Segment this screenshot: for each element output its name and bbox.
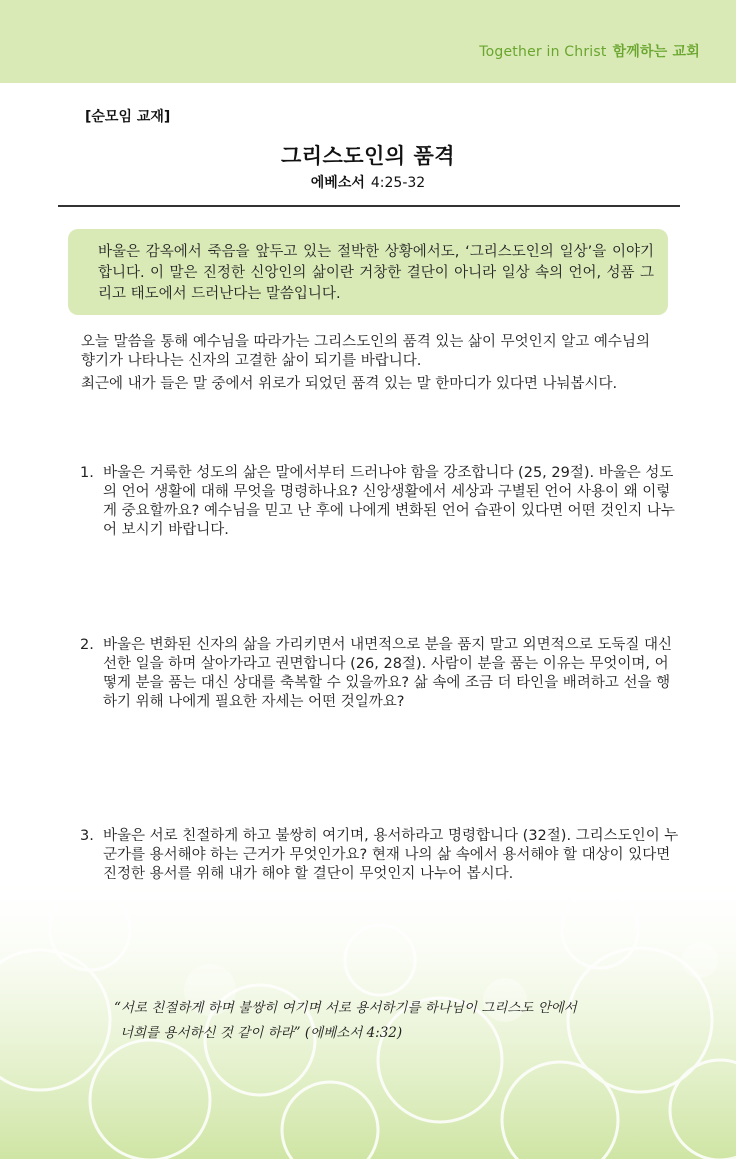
intro-section: [81, 333, 661, 398]
question-number: 3.: [80, 828, 94, 844]
question-2: [80, 636, 680, 712]
page-title: 그리스도인의 품격: [280, 144, 456, 168]
brand-korean: 함께하는 교회: [612, 44, 700, 60]
summary-box: [68, 229, 668, 315]
material-tag: [순모임 교재]: [85, 109, 171, 125]
question-number: 2.: [80, 637, 94, 653]
question-text: 바울은 서로 친절하게 하고 불쌍히 여기며, 용서하라고 명령합니다 (32절). 그리스도인이 누군가를 용서해야 하는 근거가 무엇인가요? 현재 나의 삶 속에서 용서해야 할 대상이 있다면: [103, 828, 679, 863]
question-text: 바울은 거룩한 성도의 삶은 말에서부터 드러나야 함을 강조합니다 (25, 29절). 바울은 성도의 언어 생활에 대해 무엇을 명령하나요? 신앙생활에서 세상과 구별된 언어 사용이 왜 이렇게 중요할까요? 예수님을 믿고 난 후에 나에게 변화된 언어 습관이 있다면 어떤 것인지 나누어 보시기 바랍니다.: [103, 465, 675, 538]
scripture-reference: [0, 172, 736, 192]
scripture-verses: 4:25-32: [370, 175, 426, 191]
question-1: [80, 464, 680, 540]
church-brand: [479, 41, 700, 61]
brand-english: Together in Christ: [479, 44, 607, 60]
memory-verse-line-1: “서로 친절하게 하며 불쌍히 여기며 서로 용서하기를 하나님이 그리스도 안에서: [114, 1000, 577, 1016]
intro-paragraph-2: 최근에 내가 들은 말 중에서 위로가 되었던 품격 있는 말 한마디가 있다면 나눠봅시다.: [81, 376, 618, 392]
memory-verse-line-2: 너희를 용서하신 것 같이 하라” (에베소서 4:32): [120, 1025, 403, 1041]
scripture-book: 에베소서: [310, 175, 365, 191]
summary-text: 바울은 감옥에서 죽음을 앞두고 있는 절박한 상황에서도, ‘그리스도인의 일상’을 이야기합니다. 이 말은 진정한 신앙인의 삶이란 거창한 결단이 아니라 일상 속의 언어, 성품 그리고 태도에서 드러난다는 말씀입니다.: [98, 244, 654, 302]
question-text: 바울은 변화된 신자의 삶을 가리키면서 내면적으로 분을 품지 말고 외면적으로 도둑질 대신 선한 일을 하며 살아가라고 권면합니다 (26, 28절). 사람이 분을 품는 이유는 무엇이며, 어떻게 분을 품는 대신 상대를 축복할 수 있을까요? 삶 속에 조금 더 타인을 배려하고 선을 행하기 위해 나에게 필요한 자세는 어떤 것일까요?: [103, 637, 672, 710]
memory-verse: [114, 996, 674, 1046]
question-number: 1.: [80, 465, 94, 481]
title-divider: [58, 205, 680, 207]
intro-paragraph-1: 오늘 말씀을 통해 예수님을 따라가는 그리스도인의 품격 있는 삶이 무엇인지 알고 예수님의 향기가 나타나는 신자의 고결한 삶이 되기를 바랍니다.: [81, 334, 650, 369]
